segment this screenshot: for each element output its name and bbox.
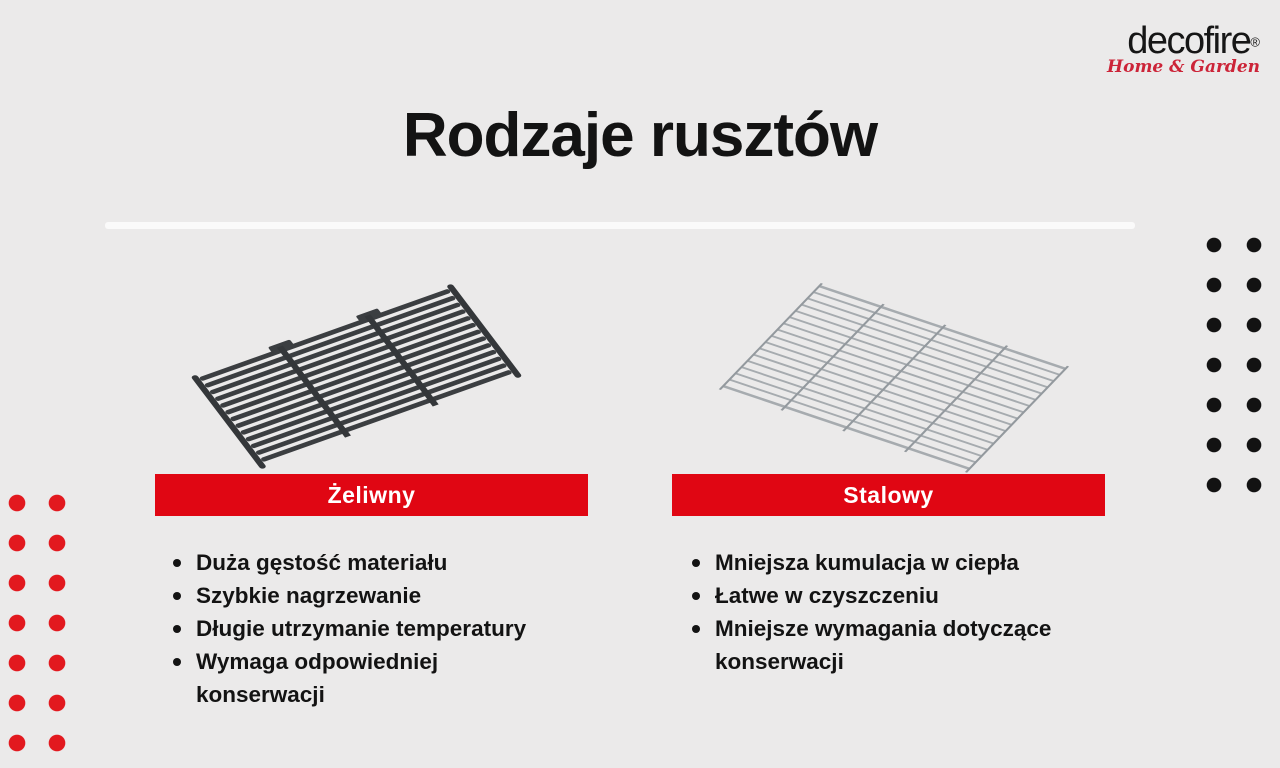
dot-grid-black-icon [1194,225,1274,505]
section-header-zeliwny [155,474,588,516]
list-item: Mniejsze wymagania dotyczące konserwacji [689,612,1085,678]
cast-iron-grate-image [150,260,590,480]
list-item: Wymaga odpowiedniej konserwacji [170,645,566,711]
title-divider [105,222,1135,229]
brand-name: decofire [1127,20,1251,62]
list-item: Szybkie nagrzewanie [170,579,566,612]
section-header-stalowy [672,474,1105,516]
list-item: Mniejsza kumulacja w ciepła [689,546,1085,579]
steel-grate-image [680,260,1120,480]
page-title: Rodzaje rusztów [402,101,878,170]
section-header-label: Stalowy [843,482,934,508]
list-item: Duża gęstość materiału [170,546,566,579]
list-item: Łatwe w czyszczeniu [689,579,1085,612]
registered-mark: ® [1250,34,1260,50]
dot-grid-red-icon [0,483,80,764]
section-header-label: Żeliwny [327,482,416,508]
list-item: Długie utrzymanie temperatury [170,612,566,645]
brand-logo [1107,22,1260,77]
brand-tagline: Home & Garden [1107,56,1260,77]
bullet-list-zeliwny [170,546,566,711]
bullet-list-stalowy [689,546,1085,678]
